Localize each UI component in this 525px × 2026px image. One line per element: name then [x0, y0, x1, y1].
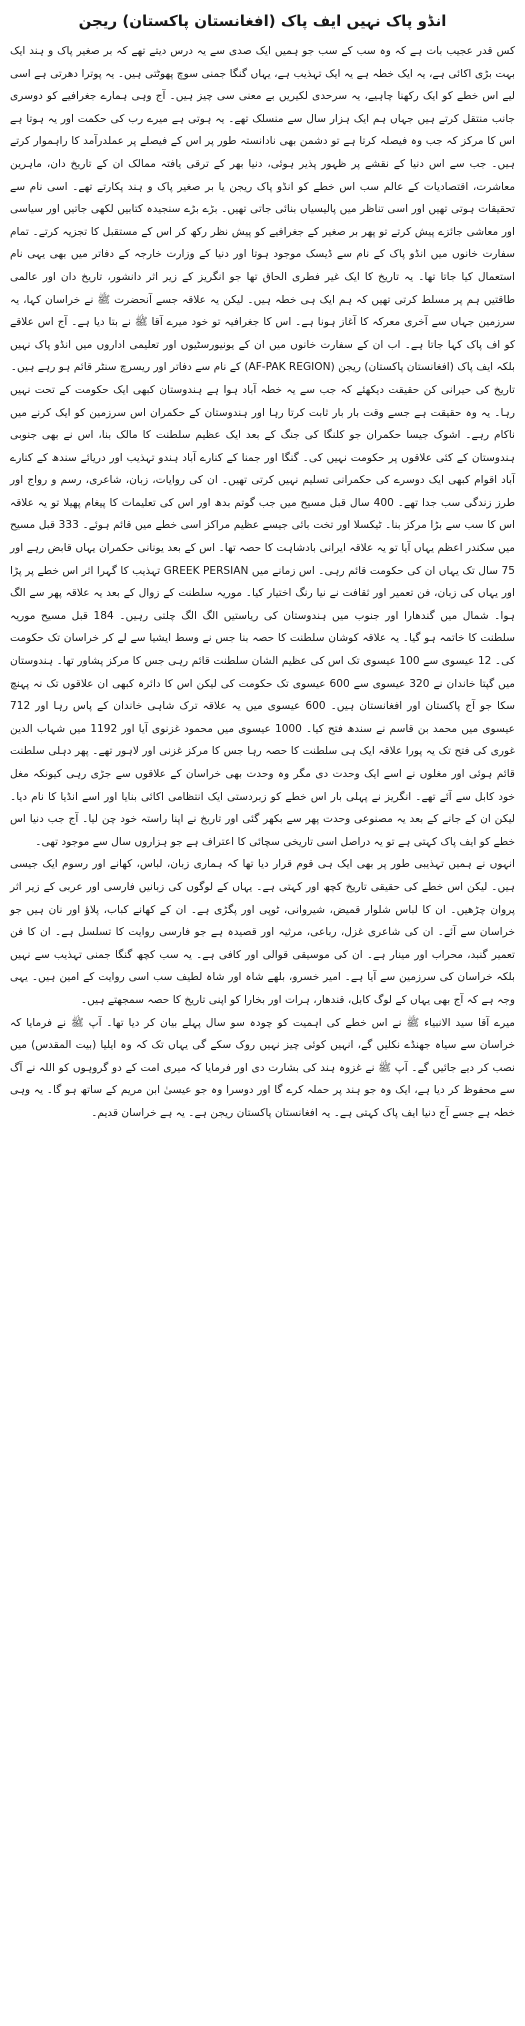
article-paragraph: کس قدر عجیب بات ہے کہ وہ سب کے سب جو ہمیں ایک صدی سے یہ درس دیتے تھے کہ بر صغیر پاک و ہند ایک بہت بڑی اکائی ہے، یہ ایک خطہ ہے یہ ایک تہذیب ہے، یہاں گنگا جمنی سوچ پھوٹتی ہیں۔ یہ پوترا دھرتی ہے اسی لیے اس خطے کو ایک رکھنا چاہیے، یہ سرحدی لکیریں بے معنی سی چیز ہیں۔ آج وہی ہمارے جغرافیے کو دوسری جانب منتقل کرتے ہیں جہاں ہم ایک ہزار سال سے منسلک تھے۔ یہ ہوتی ہے میرے رب کی حکمت اور یہ ہوتا ہے اس کا مرکز کہ جب وہ فیصلہ کرتا ہے تو دشمن بھی نادانستہ طور پر اس کے فیصلے پر عملدرآمد کا راہموار کرتے ہیں۔ جب سے اس دنیا کے نقشے پر ظہور پذیر ہوئی، دنیا بھر کے ترقی یافتہ ممالک ان کے تاریخ دان، ماہرین معاشرت، اقتصادیات کے عالم سب اس خطے کو انڈو پاک ریجن یا بر صغیر پاک و ہند پکارتے تھے۔ اسی نام سے تحقیقات ہوتی تھیں اور اسی تناظر میں پالیسیاں بنائی جاتی تھیں۔ بڑے بڑے سنجیدہ کتابیں لکھی جاتیں اور سیاسی اور معاشی جائزے پیش کرتے تو پھر بر صغیر کے جغرافیے کو پیش نظر رکھ کر اس کے مستقبل کا تجزیہ کرتے۔ تمام سفارت خانوں میں انڈو پاک کے نام سے ڈیسک موجود ہوتا اور دنیا کے وزارت خارجہ کے دفاتر میں بھی یہی نام استعمال کیا جاتا تھا۔ یہ تاریخ کا ایک غیر فطری الحاق تھا جو انگریز کے زیر اثر دانشور، تاریخ دان اور عالمی طاقتیں ہم پر مسلط کرتی تھیں کہ ہم ایک ہی خطہ ہیں۔ لیکن یہ علاقہ جسے آنحضرت ﷺ نے خراسان کہا، یہ سرزمین جہاں سے آخری معرکہ کا آغاز ہونا ہے۔ اس کا جغرافیہ تو خود میرے آقا ﷺ نے بتا دیا ہے۔ آج اس علاقے کو اف پاک کہا جاتا ہے۔ اب ان کے سفارت خانوں میں ان کے یونیورسٹیوں اور تعلیمی اداروں میں انڈو پاک نہیں بلکہ ایف پاک (افغانستان پاکستان) ریجن (AF-PAK REGION) کے نام سے دفاتر اور ریسرچ سنٹر قائم ہو رہے ہیں۔ [10, 45, 515, 374]
article-title: انڈو پاک نہیں ایف پاک (افغانستان پاکستان) ریجن [78, 12, 447, 30]
article-paragraph: تاریخ کی حیرانی کن حقیقت دیکھئے کہ جب سے یہ خطہ آباد ہوا ہے ہندوستان کبھی ایک حکومت کے تحت نہیں رہا۔ یہ وہ حقیقت ہے جسے وقت بار بار ثابت کرتا رہا اور ہندوستان کے حکمران اس سرزمین کو ایک کرنے میں ناکام رہے۔ اشوک جیسا حکمران جو کلنگا کی جنگ کے بعد ایک عظیم سلطنت کا مالک بنا، اس نے بھی جنوبی ہندوستان کے کئی علاقوں پر حکومت نہیں کی۔ گنگا اور جمنا کے کنارے آباد ہندو تہذیب اور دریائے سندھ کے کنارے آباد اقوام کبھی ایک دوسرے کی حکمرانی تسلیم نہیں کرتی تھیں۔ ان کی روایات، زبان، شاعری، رسم و رواج اور طرز زندگی سب جدا تھے۔ 400 سال قبل مسیح میں جب گوتم بدھ اور اس کی تعلیمات کا پیغام پھیلا تو یہ علاقہ اس کا سب سے بڑا مرکز بنا۔ ٹیکسلا اور تخت بائی جیسے عظیم مراکز اسی خطے میں قائم ہوئے۔ 333 قبل مسیح میں سکندر اعظم یہاں آیا تو یہ علاقہ ایرانی بادشاہت کا حصہ تھا۔ اس کے بعد یونانی حکمران یہاں قابض رہے اور 75 سال تک یہاں ان کی حکومت قائم رہی۔ اس زمانے میں GREEK PERSIAN تہذیب کا گہرا اثر اس خطے پر پڑا اور یہاں کی زبان، فن تعمیر اور ثقافت نے نیا رنگ اختیار کیا۔ موریہ سلطنت کے زوال کے بعد یہ علاقہ پھر سے الگ ہوا۔ شمال میں گندھارا اور جنوب میں ہندوستان کی ریاستیں الگ الگ چلتی رہیں۔ 184 قبل مسیح موریہ سلطنت کا خاتمہ ہو گیا۔ یہ علاقہ کوشان سلطنت کا حصہ بنا جس نے وسط ایشیا سے لے کر خراسان تک حکومت کی۔ 12 عیسوی سے 100 عیسوی تک اس کی عظیم الشان سلطنت قائم رہی جس کا مرکز پشاور تھا۔ ہندوستان میں گپتا خاندان نے 320 عیسوی سے 600 عیسوی تک حکومت کی لیکن اس کا دائرہ کبھی ان علاقوں تک نہ پہنچ سکا جو آج پاکستان اور افغانستان ہیں۔ 600 عیسوی میں یہ علاقہ ترک شاہی خاندان کے پاس رہا اور 712 عیسوی میں محمد بن قاسم نے سندھ فتح کیا۔ 1000 عیسوی میں محمود غزنوی آیا اور 1192 میں شہاب الدین غوری کی فتح تک یہ پورا علاقہ ایک ہی سلطنت کا حصہ رہا جس کا مرکز غزنی اور لاہور تھے۔ پھر دہلی سلطنت قائم ہوئی اور مغلوں نے اسے ایک وحدت دی مگر وہ وحدت بھی خراسان کے علاقوں سے جڑی رہی کیونکہ مغل خود کابل سے آئے تھے۔ انگریز نے پہلی بار اس خطے کو زبردستی ایک انتظامی اکائی بنایا اور اسے انڈیا کا نام دیا۔ لیکن ان کے جانے کے بعد یہ مصنوعی وحدت پھر سے بکھر گئی اور تاریخ نے اپنا راستہ خود چن لیا۔ آج جب دنیا اس خطے کو ایف پاک کہتی ہے تو یہ دراصل اسی تاریخی سچائی کا اعتراف ہے جو ہزاروں سال سے موجود تھی۔ [10, 383, 516, 848]
article-paragraph: انہوں نے ہمیں تہذیبی طور پر بھی ایک ہی قوم قرار دیا تھا کہ ہماری زبان، لباس، کھانے اور رسوم ایک جیسی ہیں۔ لیکن اس خطے کی حقیقی تاریخ کچھ اور کہتی ہے۔ یہاں کے لوگوں کی زبانیں فارسی اور عربی کے زیر اثر پروان چڑھیں۔ ان کا لباس شلوار قمیض، شیروانی، ٹوپی اور پگڑی ہے۔ ان کے کھانے کباب، پلاؤ اور نان ہیں جو خراسان سے آئے۔ ان کی شاعری غزل، رباعی، مرثیہ اور قصیدہ ہے جو فارسی روایت کا تسلسل ہے۔ ان کا فن تعمیر گنبد، محراب اور مینار ہے۔ ان کی موسیقی قوالی اور کافی ہے۔ یہ سب کچھ گنگا جمنی تہذیب سے نہیں بلکہ خراسان کی سرزمین سے آیا ہے۔ امیر خسرو، بلھے شاہ اور شاہ لطیف سب اسی روایت کے امین ہیں۔ یہی وجہ ہے کہ آج بھی یہاں کے لوگ کابل، قندھار، ہرات اور بخارا کو اپنی تاریخ کا حصہ سمجھتے ہیں۔ [10, 858, 515, 1006]
article-paragraph: میرے آقا سید الانبیاء ﷺ نے اس خطے کی اہمیت کو چودہ سو سال پہلے بیان کر دیا تھا۔ آپ ﷺ نے فرمایا کہ خراسان سے سیاہ جھنڈے نکلیں گے، انہیں کوئی چیز نہیں روک سکے گی یہاں تک کہ وہ ایلیا (بیت المقدس) میں نصب کر دیے جائیں گے۔ آپ ﷺ نے غزوہ ہند کی بشارت دی اور فرمایا کہ میری امت کے دو گروہوں کو اللہ نے آگ سے محفوظ کر دیا ہے، ایک وہ جو ہند پر حملہ کرے گا اور دوسرا وہ جو عیسیٰ ابن مریم کے ساتھ ہو گا۔ یہ وہی خطہ ہے جسے آج دنیا ایف پاک کہتی ہے۔ یہ افغانستان پاکستان ریجن ہے۔ یہ ہے خراسان قدیم۔ [10, 1016, 515, 1119]
article-body [10, 40, 515, 1125]
